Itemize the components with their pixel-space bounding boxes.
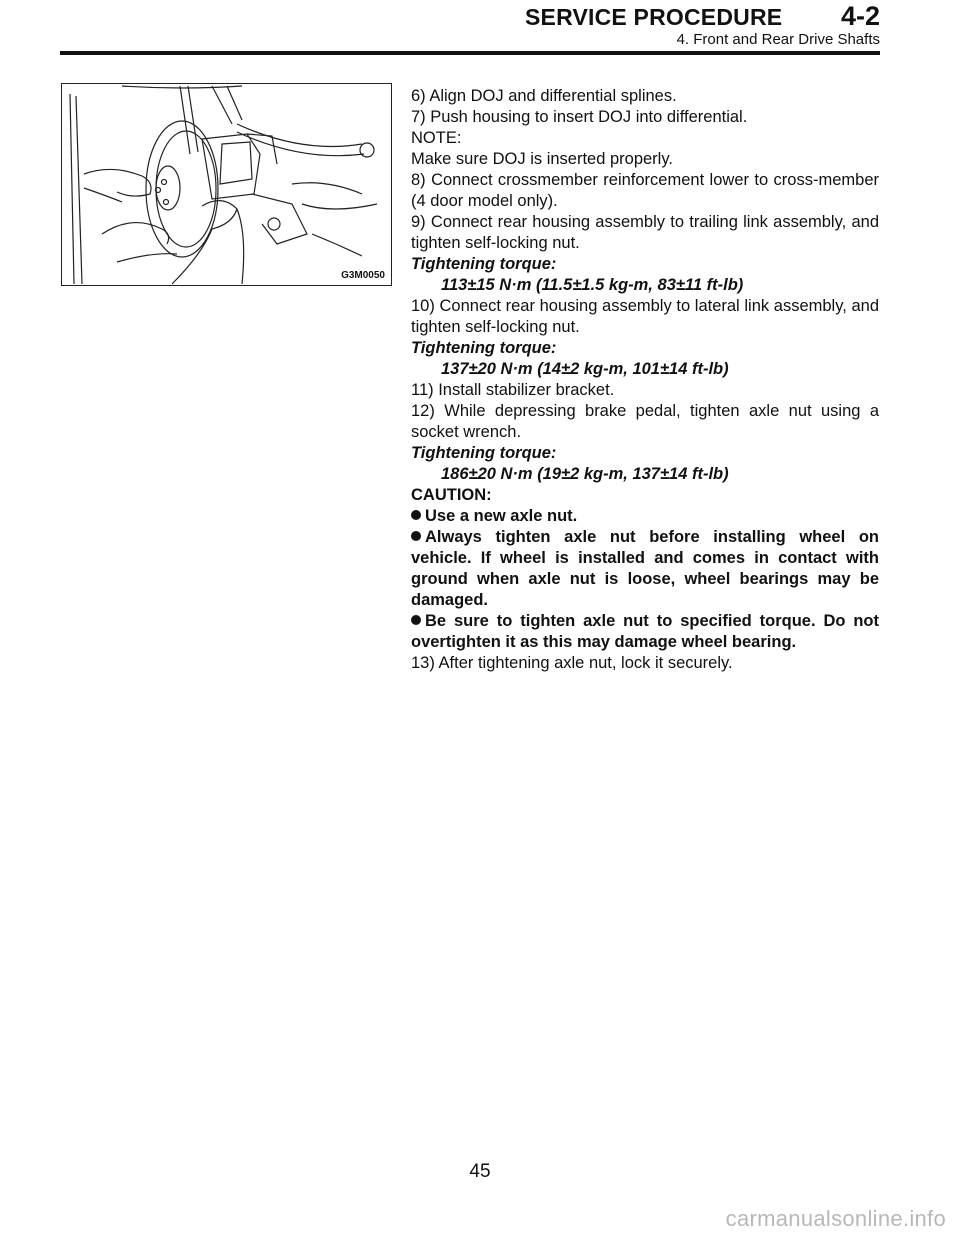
- bullet-icon: [411, 531, 421, 541]
- caution-label: CAUTION:: [411, 486, 492, 504]
- caution-item-1: [411, 506, 879, 527]
- torque-value-3: 186±20 N·m (19±2 kg-m, 137±14 ft-lb): [441, 465, 729, 483]
- header-rule: [60, 51, 880, 55]
- note-label: NOTE:: [411, 129, 462, 147]
- caution-text-2: Always tighten axle nut before installing wheel on vehicle. If wheel is installed and comes in contact with ground when axle nut is loose, wheel bearings may be damaged.: [411, 528, 879, 609]
- torque-label-3: Tightening torque:: [411, 444, 557, 462]
- page-header: [60, 0, 880, 58]
- step-8: 8) Connect crossmember reinforcement lower to cross-member (4 door model only).: [411, 171, 879, 210]
- torque-label-2: Tightening torque:: [411, 339, 557, 357]
- step-10: 10) Connect rear housing assembly to lateral link assembly, and tighten self-locking nut.: [411, 297, 879, 336]
- drive-shaft-illustration: [62, 84, 391, 285]
- caution-item-2: [411, 527, 879, 611]
- step-11: 11) Install stabilizer bracket.: [411, 381, 615, 399]
- torque-label-1: Tightening torque:: [411, 255, 557, 273]
- caution-item-3: [411, 611, 879, 653]
- section-number: 4-2: [840, 1, 880, 31]
- watermark: carmanualsonline.info: [725, 1206, 946, 1231]
- bullet-icon: [411, 615, 421, 625]
- step-9: 9) Connect rear housing assembly to trailing link assembly, and tighten self-locking nut.: [411, 213, 879, 252]
- caution-text-1: Use a new axle nut.: [425, 507, 578, 525]
- step-6: 6) Align DOJ and differential splines.: [411, 87, 677, 105]
- note-text: Make sure DOJ is inserted properly.: [411, 150, 673, 168]
- torque-value-1: 113±15 N·m (11.5±1.5 kg-m, 83±11 ft-lb): [441, 276, 744, 294]
- section-subtitle: 4. Front and Rear Drive Shafts: [676, 31, 880, 48]
- step-7: 7) Push housing to insert DOJ into differential.: [411, 108, 748, 126]
- step-13: 13) After tightening axle nut, lock it securely.: [411, 654, 733, 672]
- step-12: 12) While depressing brake pedal, tighten axle nut using a socket wrench.: [411, 402, 879, 441]
- page-number: 45: [469, 1161, 491, 1182]
- procedure-text: [411, 86, 879, 674]
- torque-value-2: 137±20 N·m (14±2 kg-m, 101±14 ft-lb): [441, 360, 729, 378]
- bullet-icon: [411, 510, 421, 520]
- section-title: SERVICE PROCEDURE: [525, 4, 783, 30]
- figure-drive-shaft-installation: [61, 83, 392, 286]
- caution-text-3: Be sure to tighten axle nut to specified torque. Do not overtighten it as this may damage wheel bearing.: [411, 612, 879, 651]
- figure-caption: G3M0050: [341, 270, 385, 281]
